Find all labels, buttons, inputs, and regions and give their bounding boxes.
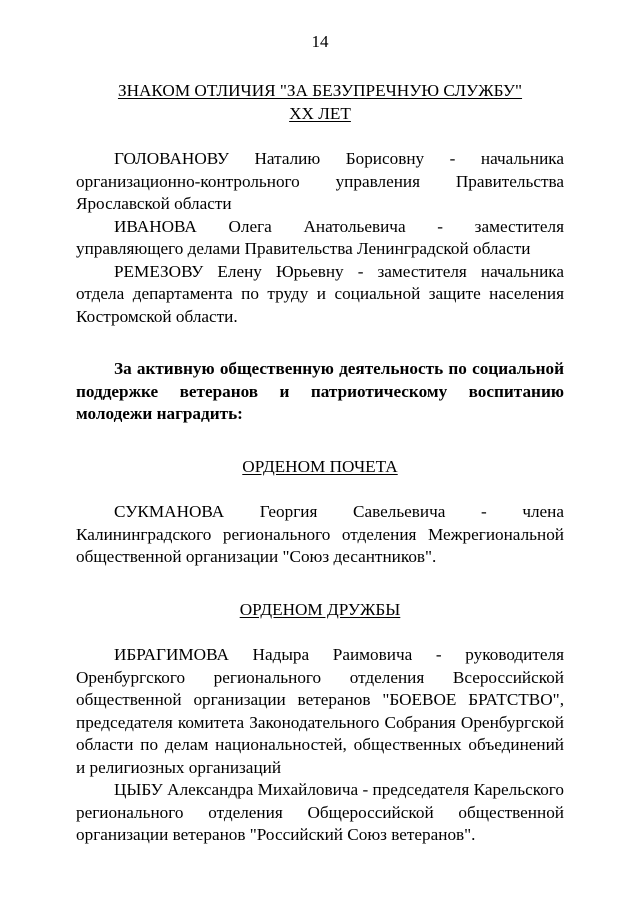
award-entry: ИВАНОВА Олега Анатольевича - заместителя управляющего делами Правительства Ленинградской области (76, 216, 564, 258)
document-content (76, 80, 564, 847)
award-entry: ЦЫБУ Александра Михайловича - председателя Карельского регионального отделения Общероссийской общественной организации ветеранов "Российский Союз ветеранов". (76, 780, 564, 844)
section-heading-years: XX ЛЕТ (289, 103, 351, 123)
section-heading-impeccable-service: ЗНАКОМ ОТЛИЧИЯ "ЗА БЕЗУПРЕЧНУЮ СЛУЖБУ" (117, 81, 523, 100)
award-entry: СУКМАНОВА Георгия Савельевича - члена Калининградского регионального отделения Межрегиональной общественной организации "Союз десантников". (76, 502, 564, 566)
award-entry: РЕМЕЗОВУ Елену Юрьевну - заместителя начальника отдела департамента по труду и социальной защите населения Костромской области. (76, 261, 564, 326)
award-statement: За активную общественную деятельность по социальной поддержке ветеранов и патриотическому воспитанию молодежи наградить: (76, 359, 564, 423)
page-number: 14 (311, 32, 329, 51)
award-entry: ИБРАГИМОВА Надыра Раимовича - руководителя Оренбургского регионального отделения Всероссийской общественной организации ветеранов "БОЕВОЕ БРАТСТВО", председателя комитета Законодательного Собрания Оренбургской области по делам национальностей, общественных объединений и религиозных организаций (76, 645, 564, 777)
award-entry: ГОЛОВАНОВУ Наталию Борисовну - начальника организационно-контрольного управления Правительства Ярославской области (76, 149, 564, 213)
section-heading-order-of-friendship: ОРДЕНОМ ДРУЖБЫ (239, 599, 401, 619)
section-heading-order-of-honor: ОРДЕНОМ ПОЧЕТА (242, 456, 398, 476)
